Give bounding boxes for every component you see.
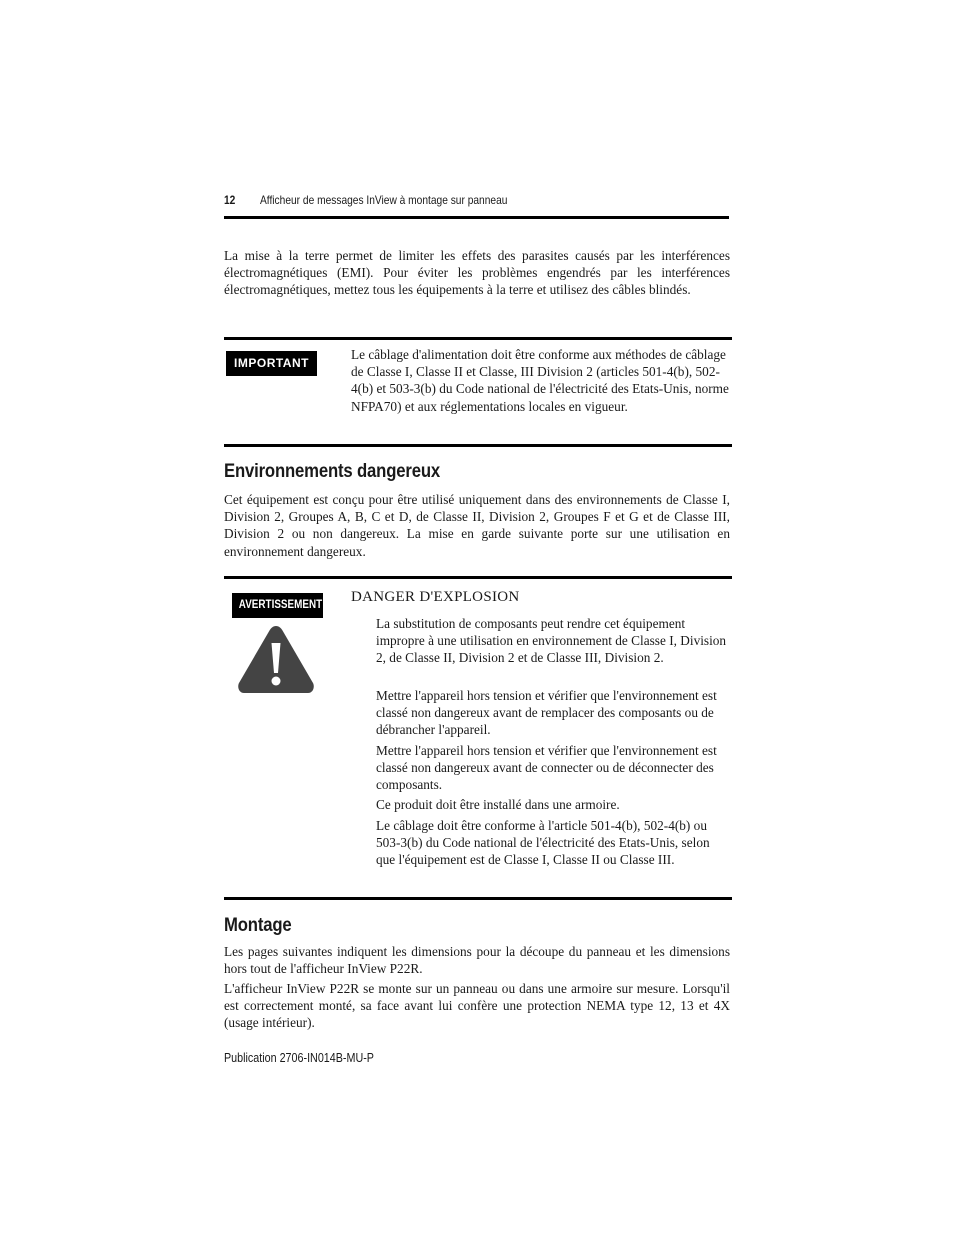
warning-bottom-rule [224,897,732,900]
warning-item: La substitution de composants peut rendre cet équipement impropre à une utilisation en environnement de Classe I, Division 2, de Classe II, Division 2 et de Classe III, Division 2. [376,616,727,666]
intro-paragraph: La mise à la terre permet de limiter les effets des parasites causés par les interférences électromagnétiques (EMI). Pour éviter les problèmes engendrés par les interférences électromagnétiques, mettez tous les équipements à la terre et utilisez des câbles blindés. [224,248,730,298]
publication-footer: Publication 2706-IN014B-MU-P [224,1051,374,1065]
warning-triangle-icon [236,623,316,695]
mounting-paragraph-1: Les pages suivantes indiquent les dimensions pour la découpe du panneau et les dimensions hors tout de l'afficheur InView P22R. [224,944,730,977]
important-badge: IMPORTANT [226,351,317,376]
important-bottom-rule [224,444,732,447]
important-top-rule [224,337,732,340]
warning-item: Mettre l'appareil hors tension et vérifier que l'environnement est classé non dangereux avant de remplacer des composants ou de débrancher l'appareil. [376,688,717,738]
warning-badge-label: AVERTISSEMENT [238,599,323,611]
important-note-text: Le câblage d'alimentation doit être conforme aux méthodes de câblage de Classe I, Classe II et Classe, III Division 2 (articles 501-4(b), 502-4(b) et 503-3(b) du Code national de l'électricité des Etats-Unis, norme NFPA70) et aux réglementations locales en vigueur. [351,347,729,414]
hazard-paragraph: Cet équipement est conçu pour être utilisé uniquement dans des environnements de Classe I, Division 2, Groupes A, B, C et D, de Classe II, Division 2, Groupes F et G et de Classe III, Division 2 ou non dangereux. La mise en garde suivante porte sur une utilisation en environnement dangereux. [224,492,730,559]
page-header [224,192,729,219]
warning-item: Le câblage doit être conforme à l'article 501-4(b), 502-4(b) ou 503-3(b) du Code national de l'électricité des Etats-Unis, selon que l'équipement est de Classe I, Classe II ou Classe III. [376,818,710,868]
warning-title: DANGER D'EXPLOSION [351,589,520,605]
warning-item: Ce produit doit être installé dans une armoire. [376,797,620,812]
warning-item: Mettre l'appareil hors tension et vérifier que l'environnement est classé non dangereux avant de connecter ou de déconnecter des composants. [376,743,717,793]
section-heading-mounting: Montage [224,915,292,936]
warning-badge [232,593,323,618]
section-heading-hazard: Environnements dangereux [224,461,440,482]
page-number: 12 [224,193,236,207]
warning-top-rule [224,576,732,579]
mounting-paragraph-2: L'afficheur InView P22R se monte sur un panneau ou dans une armoire sur mesure. Lorsqu'il est correctement monté, sa face avant lui confère une protection NEMA type 12, 13 et 4X (usage intérieur). [224,981,730,1031]
running-title: Afficheur de messages InView à montage sur panneau [260,193,508,207]
